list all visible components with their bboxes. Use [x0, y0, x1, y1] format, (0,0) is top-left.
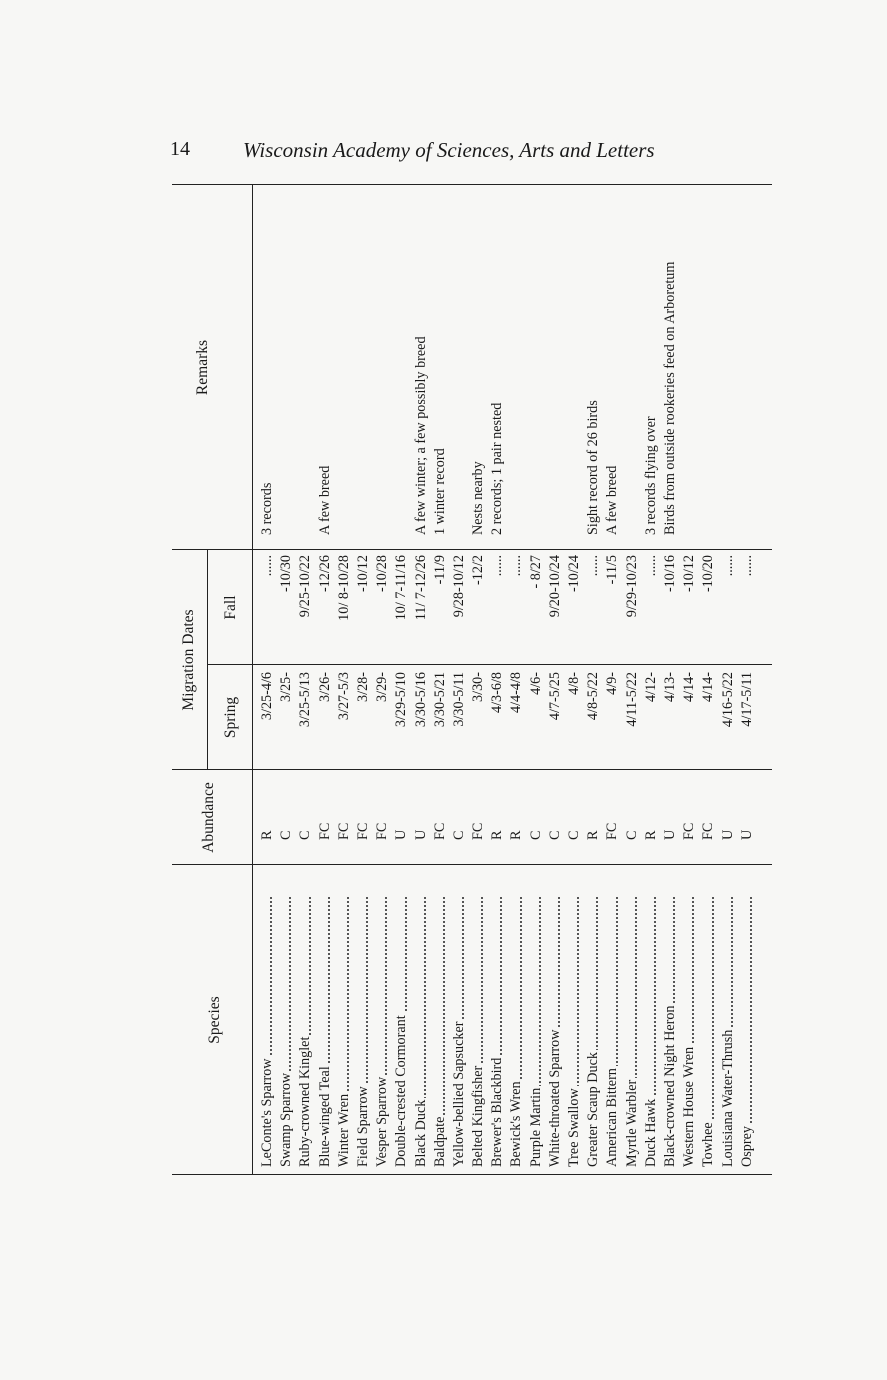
table-cell-abundance: FC [604, 822, 621, 840]
table-cell-spring: 3/25-4/6 [259, 672, 275, 721]
table-cell-remarks [373, 190, 392, 535]
table-cell-remarks [507, 190, 526, 535]
table-cell-fall: -10/16 [661, 555, 678, 593]
table-cell-fall: ...... [585, 555, 602, 577]
table-row-species: Belted Kingfisher [469, 897, 488, 1167]
table-cell-spring: 3/25-5/13 [297, 672, 314, 728]
table-row-species: Greater Scaup Duck [584, 897, 603, 1167]
table-cell-fall: -10/12 [681, 555, 698, 593]
table-cell-abundance: C [450, 830, 467, 840]
header-migration-dates: Migration Dates [180, 609, 197, 711]
table-cell-abundance: C [623, 830, 640, 840]
table-cell-remarks [699, 190, 718, 535]
table-cell-abundance: U [719, 829, 736, 840]
species-column [258, 887, 757, 1167]
table-cell-abundance: FC [316, 822, 333, 840]
table-cell-spring: 4/6- [527, 672, 544, 695]
table-cell-fall: ...... [259, 555, 275, 577]
table-cell-spring: 3/30-5/16 [412, 672, 429, 728]
table-cell-spring: 4/14- [681, 672, 698, 702]
table-cell-abundance: C [566, 830, 582, 840]
table-cell-remarks [277, 190, 296, 535]
table-cell-remarks [719, 190, 738, 535]
abundance-column [258, 790, 757, 840]
header-abundance: Abundance [200, 782, 217, 853]
table-cell-fall: 11/ 7-12/26 [412, 555, 429, 621]
table-cell-abundance: U [661, 829, 678, 840]
table-cell-spring: 4/13- [661, 672, 678, 702]
table-row-species: Tree Swallow [565, 897, 584, 1167]
table-cell-abundance: C [527, 830, 544, 840]
table-cell-spring: 3/26- [316, 672, 333, 702]
table-row-species: Winter Wren [335, 897, 354, 1167]
table-cell-remarks [354, 190, 373, 535]
table-cell-remarks [623, 190, 642, 535]
table-row-species: Double-crested Cormorant [392, 897, 411, 1167]
table-cell-fall: ...... [719, 555, 736, 577]
page-number: 14 [170, 138, 190, 160]
table-cell-abundance: C [297, 830, 314, 840]
table-cell-remarks [680, 190, 699, 535]
table-cell-spring: 4/3-6/8 [489, 672, 506, 713]
table-cell-spring: 4/9- [604, 672, 621, 695]
table-cell-fall: 10/ 8-10/28 [335, 555, 352, 621]
table-cell-abundance: U [738, 829, 755, 840]
table-cell-spring: 3/30- [470, 672, 487, 702]
header-spring: Spring [222, 696, 239, 739]
table-cell-remarks: Sight record of 26 birds [585, 400, 602, 535]
table-cell-fall: -11/9 [431, 555, 448, 585]
table-cell-fall: ...... [642, 555, 659, 577]
table-row-species: Black-crowned Night Heron [661, 897, 680, 1167]
table-cell-fall: -10/24 [566, 555, 582, 593]
table-cell-spring: 4/16-5/22 [719, 672, 736, 728]
migration-table [172, 185, 772, 1175]
table-row-species: Towhee [699, 897, 718, 1167]
migration-header-rule [207, 550, 208, 770]
table-cell-remarks: A few breed [316, 465, 333, 535]
table-row-species: Osprey [738, 897, 757, 1167]
table-top-rule [172, 1174, 772, 1175]
table-cell-remarks: 3 records [259, 482, 275, 535]
table-cell-remarks: Nests nearby [470, 461, 487, 535]
fall-column [258, 555, 757, 663]
table-cell-spring: 4/11-5/22 [623, 672, 640, 727]
table-row-species: Ruby-crowned Kinglet [296, 897, 315, 1167]
table-cell-abundance: U [393, 829, 410, 840]
table-cell-abundance: R [642, 830, 659, 840]
table-cell-spring: 4/8-5/22 [585, 672, 602, 721]
table-cell-abundance: FC [374, 822, 391, 840]
table-row-species: LeConte's Sparrow [258, 897, 277, 1167]
table-row-species: White-throated Sparrow [546, 897, 565, 1167]
table-cell-abundance: FC [681, 822, 698, 840]
table-cell-spring: 4/17-5/11 [738, 672, 755, 727]
table-cell-spring: 4/14- [700, 672, 717, 702]
header-fall: Fall [222, 595, 239, 620]
table-cell-abundance: FC [431, 822, 448, 840]
table-cell-remarks: A few breed [604, 465, 621, 535]
table-cell-remarks: 1 winter record [431, 448, 448, 535]
table-row-species: American Bittern [603, 897, 622, 1167]
table-cell-fall: -12/2 [470, 555, 487, 585]
table-cell-spring: 4/8- [566, 672, 582, 695]
header-remarks: Remarks [194, 339, 211, 396]
table-cell-spring: 3/29-5/10 [393, 672, 410, 728]
table-cell-fall: 10/ 7-11/16 [393, 555, 410, 621]
table-cell-spring: 3/25- [278, 672, 295, 702]
spring-column [258, 672, 757, 770]
table-cell-spring: 3/30-5/11 [450, 672, 467, 727]
table-cell-remarks [392, 190, 411, 535]
table-cell-remarks [565, 190, 584, 535]
remarks-column [258, 190, 757, 535]
table-row-species: Vesper Sparrow [373, 897, 392, 1167]
table-row-species: Bewick's Wren [507, 897, 526, 1167]
table-cell-remarks: 3 records flying over [642, 416, 659, 535]
table-row-species: Baldpate [431, 897, 450, 1167]
table-row-species: Louisiana Water-Thrush [719, 897, 738, 1167]
table-row-species: Blue-winged Teal [316, 897, 335, 1167]
table-cell-fall: ...... [508, 555, 525, 577]
table-cell-spring: 3/29- [374, 672, 391, 702]
table-cell-remarks [296, 190, 315, 535]
table-cell-remarks [527, 190, 546, 535]
table-row-species: Western House Wren [680, 897, 699, 1167]
table-row-species: Purple Martin [527, 897, 546, 1167]
migration-column-rule [172, 549, 772, 550]
table-cell-abundance: FC [335, 822, 352, 840]
running-head: Wisconsin Academy of Sciences, Arts and Letters [243, 138, 655, 162]
table-cell-fall: ...... [738, 555, 755, 577]
table-cell-abundance: R [508, 830, 525, 840]
table-cell-remarks: 2 records; 1 pair nested [489, 402, 506, 535]
table-row-species: Yellow-bellied Sapsucker [450, 897, 469, 1167]
header-rule [252, 185, 253, 1175]
table-cell-fall: 9/25-10/22 [297, 555, 314, 618]
table-cell-fall: -11/5 [604, 555, 621, 585]
table-cell-remarks [546, 190, 565, 535]
table-cell-abundance: R [489, 830, 506, 840]
table-cell-spring: 3/28- [354, 672, 371, 702]
table-cell-abundance: FC [470, 822, 487, 840]
table-row-species: Duck Hawk [642, 897, 661, 1167]
table-bottom-rule [172, 184, 772, 185]
table-cell-abundance: U [412, 829, 429, 840]
table-row-species: Myrtle Warbler [623, 897, 642, 1167]
table-cell-fall: -10/20 [700, 555, 717, 593]
table-cell-fall: -12/26 [316, 555, 333, 593]
table-cell-fall: 9/28-10/12 [450, 555, 467, 618]
table-cell-fall: -10/12 [354, 555, 371, 593]
table-row-species: Field Sparrow [354, 897, 373, 1167]
table-cell-fall: -10/30 [278, 555, 295, 593]
header-species: Species [206, 996, 223, 1044]
table-cell-fall: - 8/27 [527, 555, 544, 589]
table-cell-spring: 4/4-4/8 [508, 672, 525, 713]
table-cell-spring: 3/30-5/21 [431, 672, 448, 728]
spring-column-rule [207, 664, 772, 665]
table-cell-abundance: R [585, 830, 602, 840]
table-cell-spring: 4/12- [642, 672, 659, 702]
table-cell-fall: 9/20-10/24 [546, 555, 563, 618]
species-column-rule [172, 864, 772, 865]
table-cell-remarks: Birds from outside rookeries feed on Arboretum [661, 261, 678, 535]
table-row-species: Brewer's Blackbird [488, 897, 507, 1167]
table-cell-abundance: FC [700, 822, 717, 840]
table-cell-remarks [738, 190, 757, 535]
table-cell-abundance: C [278, 830, 295, 840]
table-cell-spring: 4/7-5/25 [546, 672, 563, 721]
table-cell-fall: ...... [489, 555, 506, 577]
table-cell-abundance: C [546, 830, 563, 840]
table-cell-spring: 3/27-5/3 [335, 672, 352, 721]
table-cell-fall: -10/28 [374, 555, 391, 593]
table-cell-fall: 9/29-10/23 [623, 555, 640, 618]
table-cell-remarks [335, 190, 354, 535]
table-row-species: Black Duck [412, 897, 431, 1167]
table-cell-abundance: FC [354, 822, 371, 840]
table-cell-remarks [450, 190, 469, 535]
table-cell-remarks: A few winter; a few possibly breed [412, 336, 429, 535]
table-row-species: Swamp Sparrow [277, 897, 296, 1167]
table-cell-abundance: R [259, 830, 275, 840]
